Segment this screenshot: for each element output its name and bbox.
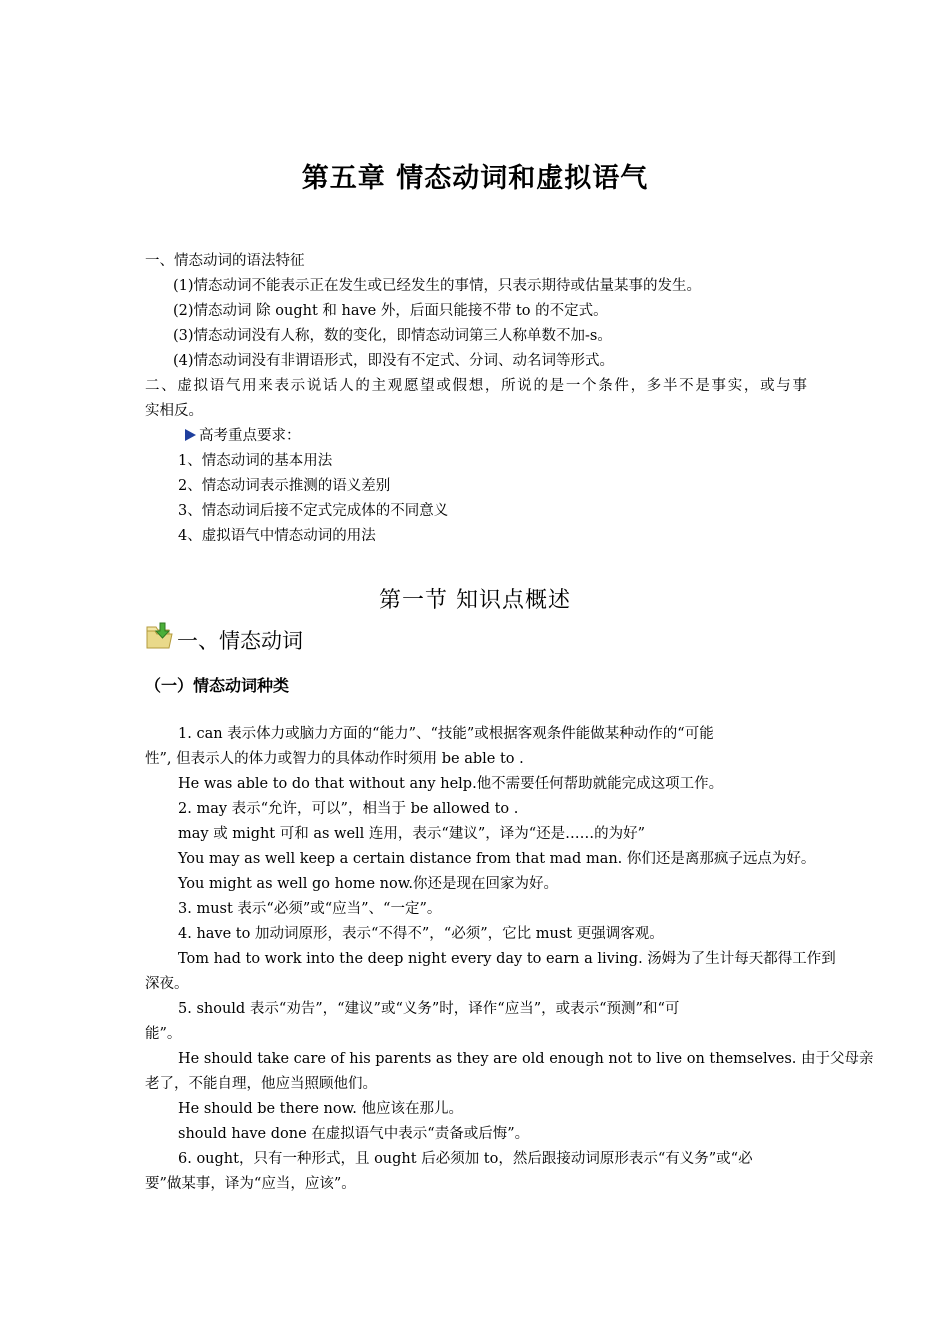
triangle-bullet-icon	[185, 429, 196, 441]
requirement-item: 1、情态动词的基本用法	[178, 453, 333, 469]
body-line: 4. have to 加动词原形，表示“不得不”，“必须”，它比 must 更强调客观。	[178, 926, 664, 942]
intro-heading-2-cont: 实相反。	[145, 403, 203, 419]
section-title: 第一节 知识点概述	[379, 588, 571, 613]
requirements-heading	[185, 424, 785, 449]
body-line: should have done 在虚拟语气中表示“责备或后悔”。	[178, 1126, 530, 1142]
intro-heading-2: 二、虚拟语气用来表示说话人的主观愿望或假想，所说的是一个条件，多半不是事实，或与事	[145, 378, 807, 394]
body-line: 性”, 但表示人的体力或智力的具体动作时须用 be able to .	[145, 751, 524, 767]
body-line: 1. can 表示体力或脑力方面的“能力”、“技能”或根据客观条件能做某种动作的“可能	[178, 726, 714, 742]
body-line: You may as well keep a certain distance from that mad man. 你们还是离那疯子远点为好。	[178, 851, 816, 867]
body-line: He should be there now. 他应该在那儿。	[178, 1101, 464, 1117]
requirement-item: 4、虚拟语气中情态动词的用法	[178, 528, 376, 544]
body-line: You might as well go home now.你还是现在回家为好。	[178, 876, 559, 892]
body-line: may 或 might 可和 as well 连用，表示“建议”，译为“还是……的为好”	[178, 826, 646, 842]
body-line: 能”。	[145, 1026, 182, 1042]
feature-item: (1)情态动词不能表示正在发生或已经发生的事情，只表示期待或估量某事的发生。	[173, 278, 702, 294]
requirement-item: 2、情态动词表示推测的语义差别	[178, 478, 391, 494]
chapter-title: 第五章 情态动词和虚拟语气	[301, 163, 649, 194]
intro-heading-1: 一、情态动词的语法特征	[145, 253, 305, 269]
body-line: 6. ought，只有一种形式，且 ought 后必须加 to，然后跟接动词原形表示“有义务”或“必	[178, 1151, 753, 1167]
heading-modal-verbs	[145, 622, 303, 658]
body-line: 2. may 表示“允许，可以”，相当于 be allowed to .	[178, 801, 519, 817]
body-line: Tom had to work into the deep night every day to earn a living. 汤姆为了生计每天都得工作到	[178, 951, 836, 967]
heading-1-label: 一、情态动词	[177, 629, 303, 653]
feature-item: (2)情态动词 除 ought 和 have 外，后面只能接不带 to 的不定式。	[173, 303, 608, 319]
body-line: 老了，不能自理，他应当照顾他们。	[145, 1076, 377, 1092]
requirement-item: 3、情态动词后接不定式完成体的不同意义	[178, 503, 449, 519]
heading-modal-verb-types: （一）情态动词种类	[145, 676, 290, 695]
folder-arrow-icon	[145, 622, 175, 657]
body-line: 要”做某事，译为“应当，应该”。	[145, 1176, 356, 1192]
body-line: 深夜。	[145, 976, 189, 992]
requirements-heading-label: 高考重点要求：	[199, 428, 301, 444]
body-line: 5. should 表示“劝告”，“建议”或“义务”时，译作“应当”，或表示“预测”和“可	[178, 1001, 680, 1017]
body-line: He was able to do that without any help.他不需要任何帮助就能完成这项工作。	[178, 776, 724, 792]
body-line: 3. must 表示“必须”或“应当”、“一定”。	[178, 901, 442, 917]
feature-item: (4)情态动词没有非谓语形式，即没有不定式、分词、动名词等形式。	[173, 353, 615, 369]
body-line: He should take care of his parents as they are old enough not to live on themselves. 由于父母亲	[178, 1051, 874, 1067]
feature-item: (3)情态动词没有人称，数的变化，即情态动词第三人称单数不加-s。	[173, 328, 612, 344]
